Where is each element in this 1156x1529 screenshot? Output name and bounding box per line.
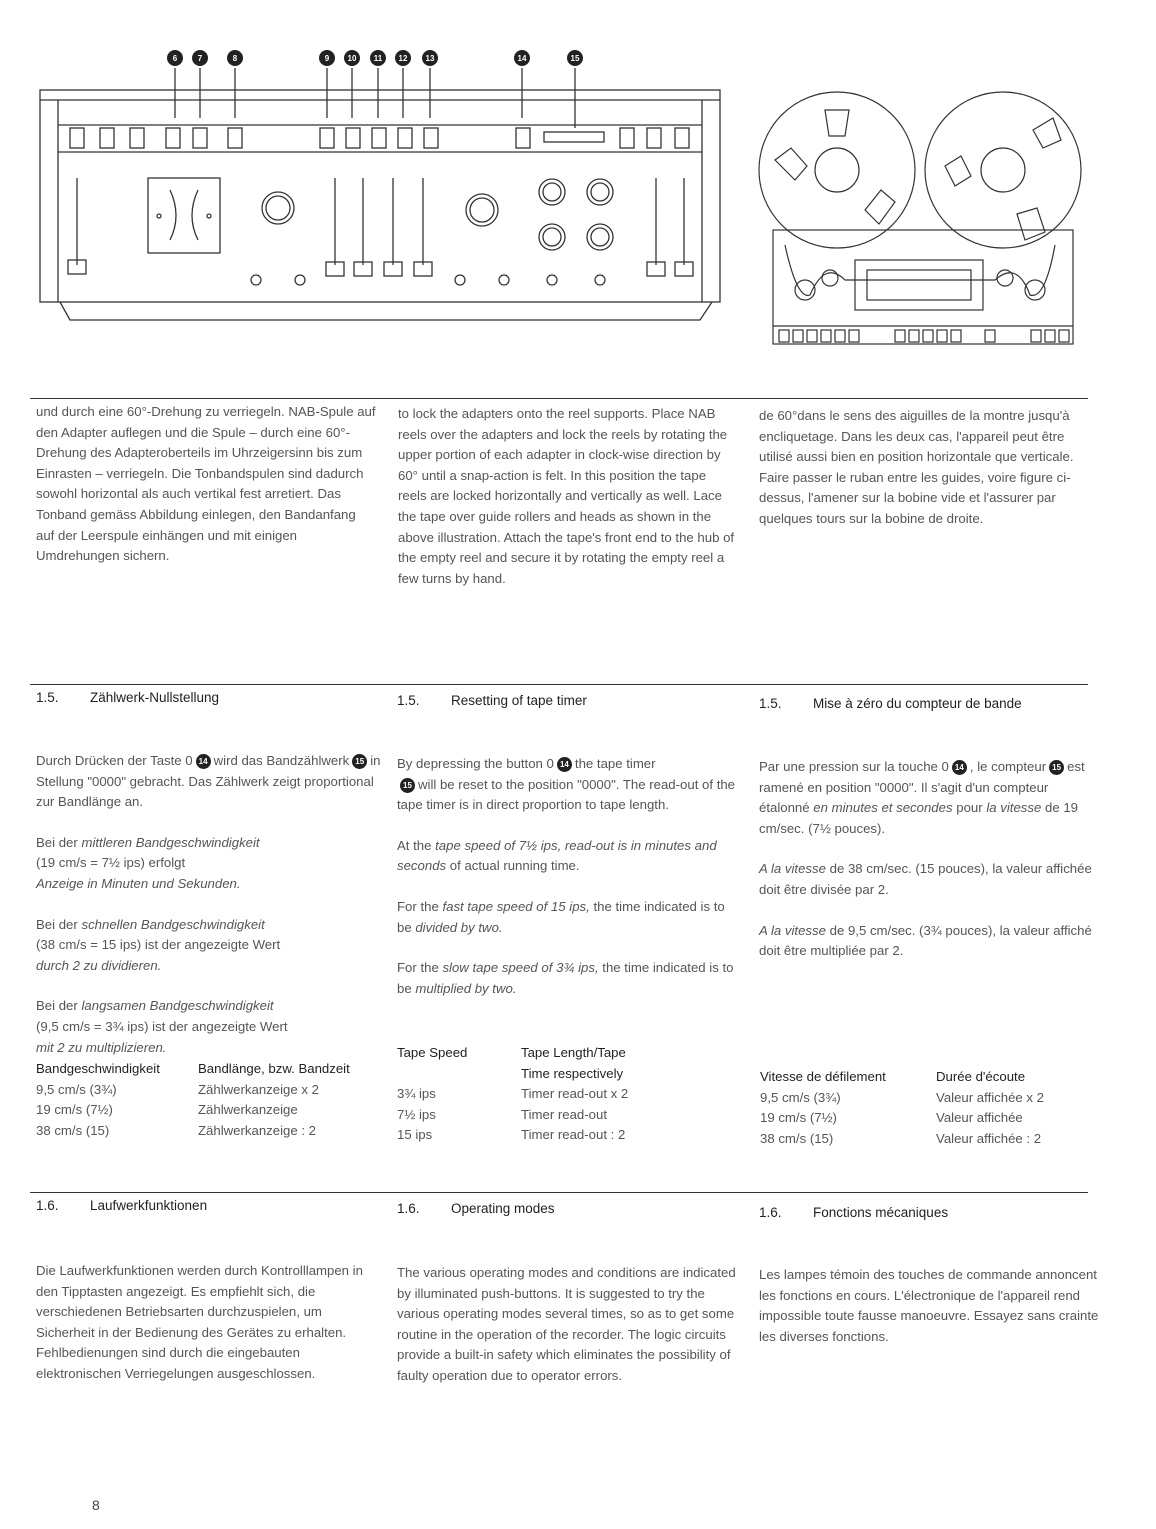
- section-1-5-de: Durch Drücken der Taste 0 14 wird das Bandzählwerk 15 in Stellung "0000" gebracht. Das Zählwerk zeigt proportional zur Bandlänge an. Bei der mittleren Bandgeschwindigkeit (19 cm/s = 7½ ips) erfolgt Anzeige in Minuten und Sekunden. Bei der schnellen Bandgeschwindigkeit (38 cm/s = 15 ips) ist der angezeigte Wert durch 2 zu dividieren. Bei der langsamen Bandgeschwindigkeit (9,5 cm/s = 3¾ ips) ist der angezeigte Wert mit 2 zu multiplizieren.: [36, 753, 381, 1055]
- section-1-6-en: The various operating modes and conditions are indicated by illuminated push-buttons. It is suggested to try the various operating modes several times, so as to get some routine in the operation of the recorder. The logic circuits provide a built-in safety which eliminates the possibility of faulty operation due to operator errors.: [397, 1265, 736, 1383]
- intro-en: to lock the adapters onto the reel supports. Place NAB reels over the adapters and lock the reels by rotating the upper portion of each adapter in clock-wise direction by 60° until a snap-action is felt. In this position the tape reels are locked horizontally and vertically as well. Lace the tape over guide rollers and heads as shown in the above illustration. Attach the tape's front end to the hub of the empty reel and secure it by rotating the empty reel a few turns by hand.: [398, 406, 735, 586]
- section-1-5-fr: Par une pression sur la touche 0 14 , le compteur 15 est ramené en position "0000". Il s'agit d'un compteur étalonné en minutes et secondes pour la vitesse de 19 cm/sec. (7½ pouces). A la vitesse de 38 cm/sec. (15 pouces), la valeur affichée doit être divisée par 2. A la vitesse de 9,5 cm/sec. (3¾ pouces), la valeur affiché doit être multipliée par 2.: [759, 759, 1092, 959]
- section-1-5-heading-fr: 1.5. Mise à zéro du compteur de bande: [759, 696, 1022, 711]
- intro-de: und durch eine 60°-Drehung zu verriegeln. NAB-Spule auf den Adapter auflegen und die Spule – durch eine 60°-Drehung des Adapteroberteils im Uhrzeigersinn bis zum Einrasten – verriegeln. Die Tonbandspulen sind dadurch sowohl horizontal als auch vertikal fest arretiert. Das Tonband gemäss Abbildung einlegen, den Bandanfang auf der Leerspule einhängen und mit einigen Umdrehungen sichern.: [36, 404, 376, 564]
- counter-15-badge: 15: [352, 754, 367, 769]
- svg-text:13: 13: [425, 54, 435, 63]
- section-1-6-heading-fr: 1.6. Fonctions mécaniques: [759, 1205, 949, 1220]
- intro-rule: [30, 398, 1088, 399]
- svg-text:7: 7: [197, 54, 203, 63]
- svg-text:10: 10: [347, 54, 357, 63]
- svg-text:8: 8: [232, 54, 238, 63]
- section-1-6-heading-en: 1.6. Operating modes: [397, 1201, 555, 1216]
- svg-text:9: 9: [324, 54, 330, 63]
- counter-15-badge-fr: 15: [1049, 760, 1064, 775]
- svg-text:15: 15: [570, 54, 580, 63]
- svg-text:14: 14: [517, 54, 527, 63]
- section-1-6-rule: [30, 1192, 1088, 1193]
- speed-table-de: Bandgeschwindigkeit Bandlänge, bzw. Bandzeit 9,5 cm/s (3¾) Zählwerkanzeige x 2 19 cm/s (7½) Zählwerkanzeige 38 cm/s (15) Zählwerkanzeige : 2: [36, 1061, 350, 1138]
- counter-15-badge-en: 15: [400, 778, 415, 793]
- page-number: 8: [92, 1497, 100, 1513]
- svg-text:11: 11: [373, 54, 383, 63]
- svg-text:6: 6: [172, 54, 178, 63]
- section-1-5-heading-de: 1.5. Zählwerk-Nullstellung: [36, 690, 220, 705]
- button-14-badge-en: 14: [557, 757, 572, 772]
- button-14-badge-fr: 14: [952, 760, 967, 775]
- speed-table-en: Tape Speed Tape Length/Tape Time respectively 3¾ ips Timer read-out x 2 7½ ips Timer read-out 15 ips Timer read-out : 2: [397, 1045, 629, 1143]
- section-1-5-en: By depressing the button 0 14 the tape timer 15 will be reset to the position "0000". The read-out of the tape timer is in direct proportion to tape length. At the tape speed of 7½ ips, read-out is in minutes and seconds of actual running time. For the fast tape speed of 15 ips, the time indicated is to be divided by two. For the slow tape speed of 3¾ ips, the time indicated is to be multiplied by two.: [397, 756, 736, 996]
- tape-reel-diagram: [755, 90, 1085, 350]
- section-1-5-rule: [30, 684, 1088, 685]
- section-1-5-heading-en: 1.5. Resetting of tape timer: [397, 693, 587, 708]
- section-1-6-fr: Les lampes témoin des touches de commande annoncent les fonctions en cours. L'électronique de l'appareil rend impossible toute fausse manoeuvre. Essayez sans crainte les diverses fonctions.: [759, 1267, 1099, 1344]
- front-panel-diagram: [30, 40, 730, 330]
- section-1-6-heading-de: 1.6. Laufwerkfunktionen: [36, 1198, 208, 1213]
- intro-fr: de 60°dans le sens des aiguilles de la montre jusqu'à encliquetage. Dans les deux cas, l'appareil peut être utilisé aussi bien en position horizontale que verticale. Faire passer le ruban entre les guides, voire figure ci-dessus, l'amener sur la bobine vide et l'assurer par quelques tours sur la bobine de droite.: [759, 408, 1074, 526]
- svg-text:12: 12: [398, 54, 408, 63]
- button-14-badge: 14: [196, 754, 211, 769]
- section-1-6-de: Die Laufwerkfunktionen werden durch Kontrolllampen in den Tipptasten angezeigt. Es empfiehlt sich, die verschiedenen Betriebsarten durchzuspielen, um Sicherheit in der Bedienung des Gerätes zu erhalten. Fehlbedienungen sind durch die eingebauten elektronischen Verriegelungen ausgeschlossen.: [36, 1263, 363, 1381]
- speed-table-fr: Vitesse de défilement Durée d'écoute 9,5 cm/s (3¾) Valeur affichée x 2 19 cm/s (7½) Valeur affichée 38 cm/s (15) Valeur affichée : 2: [760, 1069, 1045, 1146]
